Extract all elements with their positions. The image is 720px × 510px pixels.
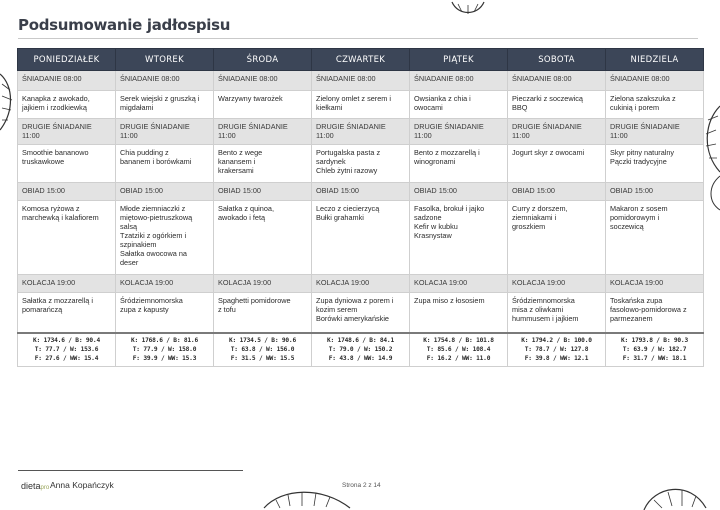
meal-label: DRUGIE ŚNIADANIE 11:00	[18, 119, 116, 145]
meal-item: Jogurt skyr z owocami	[508, 145, 606, 183]
meal-label: KOLACJA 19:00	[508, 275, 606, 293]
meal-label: KOLACJA 19:00	[18, 275, 116, 293]
meal-item: Zielony omlet z serem i kiełkami	[312, 91, 410, 119]
logo-accent: pro	[40, 485, 50, 491]
meal-label: DRUGIE ŚNIADANIE 11:00	[606, 119, 704, 145]
meal-label: KOLACJA 19:00	[312, 275, 410, 293]
meal-item: Warzywny twarożek	[214, 91, 312, 119]
page-title: Podsumowanie jadłospisu	[18, 16, 231, 34]
meal-item: Skyr pitny naturalny Pączki tradycyjne	[606, 145, 704, 183]
meal-items-row	[18, 293, 704, 333]
nutrition-summary: K: 1734.5 / B: 90.6 T: 63.8 / W: 156.0 F: 31.5 / WW: 15.5	[214, 333, 312, 367]
meal-plan-table	[17, 48, 704, 367]
day-header: CZWARTEK	[312, 49, 410, 71]
meal-item: Bento z wege kanansem i krakersami	[214, 145, 312, 183]
meal-items-row	[18, 145, 704, 183]
meal-label: OBIAD 15:00	[508, 183, 606, 201]
meal-label: KOLACJA 19:00	[214, 275, 312, 293]
leaf-decoration-left-icon	[0, 72, 16, 132]
meal-label: ŚNIADANIE 08:00	[18, 71, 116, 91]
meal-item: Komosa ryżowa z marchewką i kalafiorem	[18, 201, 116, 275]
logo-text: dieta	[21, 481, 41, 491]
meal-label: ŚNIADANIE 08:00	[508, 71, 606, 91]
meal-item: Toskańska zupa fasolowo-pomidorowa z parmezanem	[606, 293, 704, 333]
meal-item: Kanapka z awokado, jajkiem i rzodkiewką	[18, 91, 116, 119]
meal-item: Portugalska pasta z sardynek Chleb żytni razowy	[312, 145, 410, 183]
dieta-logo	[21, 481, 49, 491]
meal-label: OBIAD 15:00	[116, 183, 214, 201]
meal-item: Spaghetti pomidorowe z tofu	[214, 293, 312, 333]
meal-label: OBIAD 15:00	[18, 183, 116, 201]
day-header: PIĄTEK	[410, 49, 508, 71]
nutrition-summary: K: 1793.8 / B: 90.3 T: 63.9 / W: 182.7 F: 31.7 / WW: 18.1	[606, 333, 704, 367]
meal-item: Bento z mozzarellą i winogronami	[410, 145, 508, 183]
day-header: WTOREK	[116, 49, 214, 71]
meal-label: OBIAD 15:00	[312, 183, 410, 201]
meal-label: ŚNIADANIE 08:00	[312, 71, 410, 91]
meal-items-row	[18, 201, 704, 275]
meal-item: Chia pudding z bananem i borówkami	[116, 145, 214, 183]
meal-item: Makaron z sosem pomidorowym i soczewicą	[606, 201, 704, 275]
meal-label: ŚNIADANIE 08:00	[116, 71, 214, 91]
meal-item: Zielona szakszuka z cukinią i porem	[606, 91, 704, 119]
meal-item: Curry z dorszem, ziemniakami i groszkiem	[508, 201, 606, 275]
nutrition-summary: K: 1768.6 / B: 81.6 T: 77.9 / W: 158.0 F: 39.9 / WW: 15.3	[116, 333, 214, 367]
meal-item: Serek wiejski z gruszką i migdałami	[116, 91, 214, 119]
leaf-decoration-bottom-right-icon	[640, 478, 710, 510]
page-number: Strona 2 z 14	[342, 482, 381, 489]
meal-label: KOLACJA 19:00	[116, 275, 214, 293]
meal-item: Młode ziemniaczki z miętowo-pietruszkową salsą Tzatziki z ogórkiem i szpinakiem Sałatka owocowa na deser	[116, 201, 214, 275]
nutrition-summary: K: 1754.8 / B: 101.8 T: 85.6 / W: 108.4 F: 16.2 / WW: 11.0	[410, 333, 508, 367]
meal-label: DRUGIE ŚNIADANIE 11:00	[214, 119, 312, 145]
meal-item: Pieczarki z soczewicą BBQ	[508, 91, 606, 119]
nutrition-summary: K: 1794.2 / B: 100.0 T: 78.7 / W: 127.8 F: 39.8 / WW: 12.1	[508, 333, 606, 367]
meal-item: Sałatka z mozzarellą i pomarańczą	[18, 293, 116, 333]
day-header: SOBOTA	[508, 49, 606, 71]
meal-item: Śródziemnomorska zupa z kapusty	[116, 293, 214, 333]
meal-item: Zupa miso z łososiem	[410, 293, 508, 333]
meal-label: ŚNIADANIE 08:00	[214, 71, 312, 91]
meal-item: Zupa dyniowa z porem i kozim serem Borówki amerykańskie	[312, 293, 410, 333]
nutrition-summary: K: 1734.6 / B: 90.4 T: 77.7 / W: 153.6 F: 27.6 / WW: 15.4	[18, 333, 116, 367]
meal-label: DRUGIE ŚNIADANIE 11:00	[410, 119, 508, 145]
meal-label: OBIAD 15:00	[606, 183, 704, 201]
title-divider	[18, 38, 698, 39]
meal-label: OBIAD 15:00	[410, 183, 508, 201]
meal-label-row	[18, 275, 704, 293]
day-header: NIEDZIELA	[606, 49, 704, 71]
day-header: PONIEDZIAŁEK	[18, 49, 116, 71]
meal-items-row	[18, 91, 704, 119]
day-header: ŚRODA	[214, 49, 312, 71]
meal-label: KOLACJA 19:00	[410, 275, 508, 293]
meal-label-row	[18, 119, 704, 145]
meal-label-row	[18, 183, 704, 201]
days-header-row	[18, 49, 704, 71]
meal-label: ŚNIADANIE 08:00	[606, 71, 704, 91]
meal-label: KOLACJA 19:00	[606, 275, 704, 293]
meal-label: OBIAD 15:00	[214, 183, 312, 201]
meal-item: Sałatka z quinoa, awokado i fetą	[214, 201, 312, 275]
author-name: Anna Kopańczyk	[50, 480, 114, 490]
meal-label: DRUGIE ŚNIADANIE 11:00	[312, 119, 410, 145]
meal-item: Śródziemnomorska misa z oliwkami hummusem i jajkiem	[508, 293, 606, 333]
meal-label: ŚNIADANIE 08:00	[410, 71, 508, 91]
meal-label: DRUGIE ŚNIADANIE 11:00	[508, 119, 606, 145]
meal-label-row	[18, 71, 704, 91]
meal-item: Fasolka, brokuł i jajko sadzone Kefir w kubku Krasnystaw	[410, 201, 508, 275]
meal-item: Leczo z ciecierzycą Bułki grahamki	[312, 201, 410, 275]
meal-item: Smoothie bananowo truskawkowe	[18, 145, 116, 183]
leaf-decoration-bottom-icon	[262, 486, 352, 510]
nutrition-summary-row	[18, 333, 704, 367]
footer-divider	[18, 470, 243, 471]
meal-item: Owsianka z chia i owocami	[410, 91, 508, 119]
nutrition-summary: K: 1748.6 / B: 84.1 T: 79.0 / W: 150.2 F: 43.8 / WW: 14.9	[312, 333, 410, 367]
leaf-decoration-top-icon	[448, 0, 488, 18]
meal-label: DRUGIE ŚNIADANIE 11:00	[116, 119, 214, 145]
